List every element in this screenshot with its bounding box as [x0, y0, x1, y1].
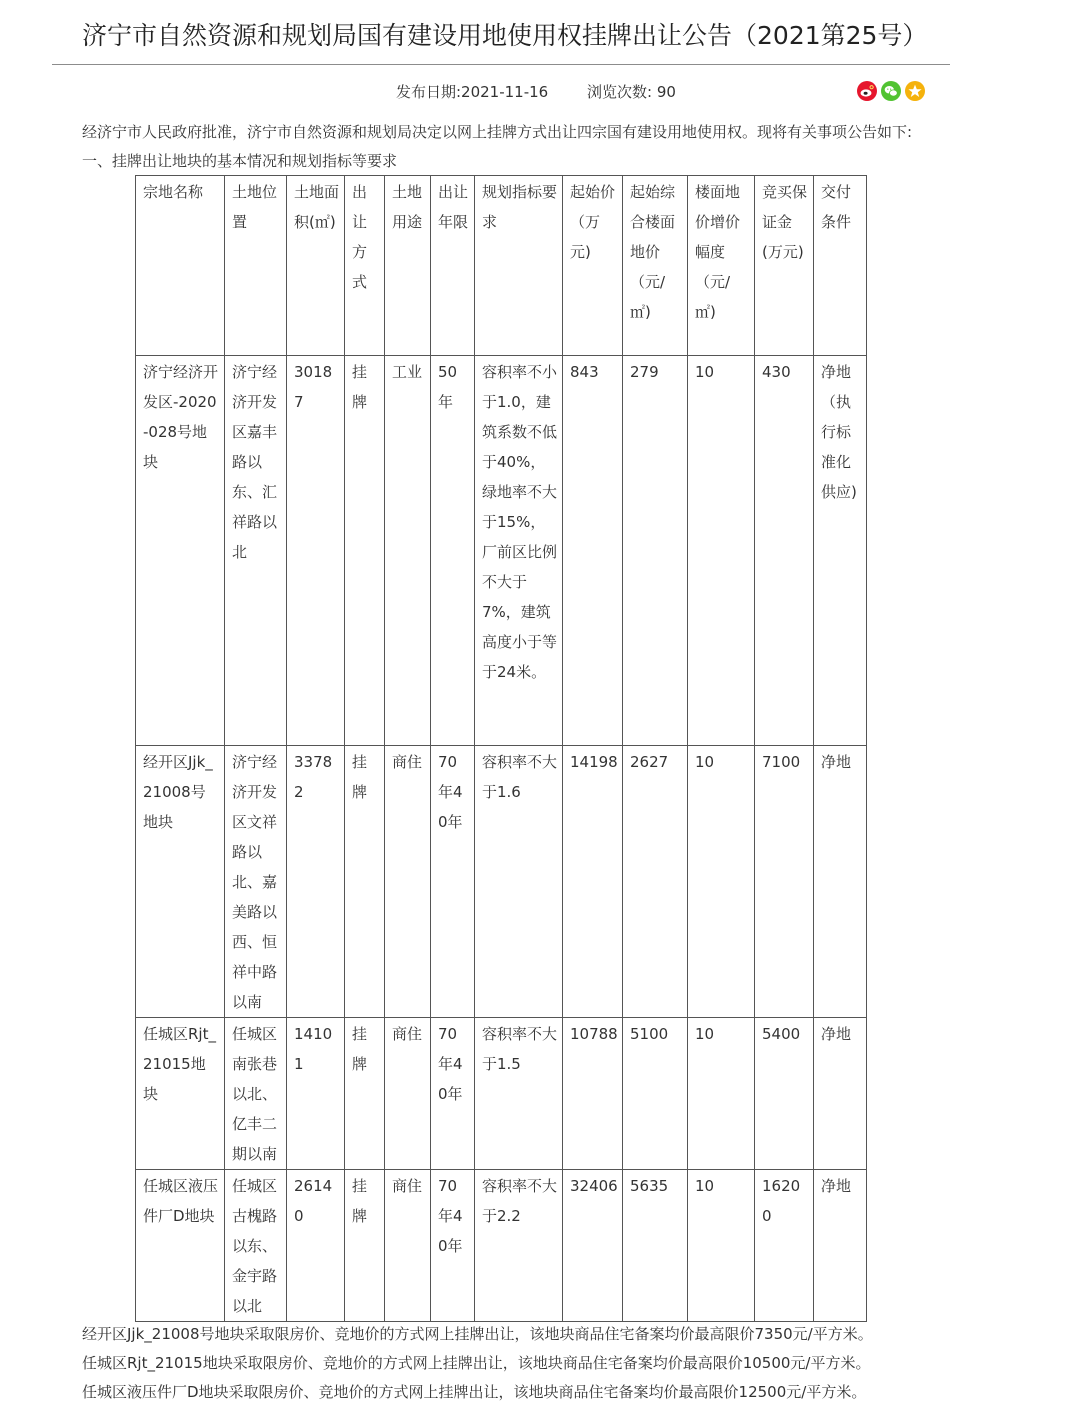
- header-cell: 起始价（万元): [563, 176, 623, 356]
- table-cell: 济宁经济开发区-2020-028号地块: [136, 356, 225, 746]
- footnote-rjt-21015: 任城区Rjt_21015地块采取限房价、竞地价的方式网上挂牌出让，该地块商品住宅备案均价最高限价10500元/平方米。: [82, 1354, 871, 1372]
- table-header-row: [136, 176, 867, 356]
- table-cell: 14101: [287, 1018, 345, 1170]
- table-cell: 济宁经济开发区嘉丰路以东、汇祥路以北: [225, 356, 287, 746]
- table-row: [136, 746, 867, 1018]
- header-cell: 出让年限: [431, 176, 475, 356]
- table-cell: 7100: [755, 746, 814, 1018]
- table-cell: 净地（执行标准化供应): [814, 356, 867, 746]
- table-cell: 5635: [623, 1170, 688, 1322]
- table-cell: 净地: [814, 1018, 867, 1170]
- table-cell: 14198: [563, 746, 623, 1018]
- header-cell: 土地位置: [225, 176, 287, 356]
- article-meta: [396, 80, 676, 104]
- title-divider: [52, 64, 950, 65]
- intro-paragraph: 经济宁市人民政府批准，济宁市自然资源和规划局决定以网上挂牌方式出让四宗国有建设用地使用权。现将有关事项公告如下:: [82, 123, 913, 141]
- table-row: [136, 356, 867, 746]
- table-row: [136, 1170, 867, 1322]
- table-cell: 16200: [755, 1170, 814, 1322]
- footnote-jjk-21008: 经开区Jjk_21008号地块采取限房价、竞地价的方式网上挂牌出让，该地块商品住宅备案均价最高限价7350元/平方米。: [82, 1325, 873, 1343]
- table-cell: 工业: [385, 356, 431, 746]
- header-cell: 起始综合楼面地价（元/㎡): [623, 176, 688, 356]
- header-cell: 竞买保证金(万元): [755, 176, 814, 356]
- table-cell: 商住: [385, 1170, 431, 1322]
- table-cell: 济宁经济开发区文祥路以北、嘉美路以西、恒祥中路以南: [225, 746, 287, 1018]
- table-cell: 容积率不小于1.0，建筑系数不低于40%，绿地率不大于15%，厂前区比例不大于7%，建筑高度小于等于24米。: [475, 356, 563, 746]
- table-cell: 任城区Rjt_21015地块: [136, 1018, 225, 1170]
- weibo-icon[interactable]: [857, 81, 877, 101]
- footnotes: [82, 1320, 1062, 1407]
- table-cell: 容积率不大于2.2: [475, 1170, 563, 1322]
- land-plot-table: [135, 175, 867, 1322]
- table-cell: 5100: [623, 1018, 688, 1170]
- table-cell: 挂牌: [345, 746, 385, 1018]
- page-title: 济宁市自然资源和规划局国有建设用地使用权挂牌出让公告（2021第25号）: [82, 21, 928, 50]
- wechat-icon[interactable]: [881, 81, 901, 101]
- header-cell: 土地用途: [385, 176, 431, 356]
- footnote-yeyajian-d: 任城区液压件厂D地块采取限房价、竞地价的方式网上挂牌出让，该地块商品住宅备案均价最高限价12500元/平方米。: [82, 1383, 867, 1401]
- header-cell: 出让方式: [345, 176, 385, 356]
- table-cell: 70年40年: [431, 746, 475, 1018]
- table-cell: 10: [688, 746, 755, 1018]
- table-cell: 430: [755, 356, 814, 746]
- table-cell: 30187: [287, 356, 345, 746]
- header-cell: 交付条件: [814, 176, 867, 356]
- table-cell: 容积率不大于1.6: [475, 746, 563, 1018]
- table-cell: 商住: [385, 1018, 431, 1170]
- table-cell: 279: [623, 356, 688, 746]
- table-cell: 50年: [431, 356, 475, 746]
- table-cell: 10: [688, 1018, 755, 1170]
- table-cell: 容积率不大于1.5: [475, 1018, 563, 1170]
- header-cell: 宗地名称: [136, 176, 225, 356]
- table-cell: 10: [688, 1170, 755, 1322]
- header-cell: 规划指标要求: [475, 176, 563, 356]
- table-cell: 任城区液压件厂D地块: [136, 1170, 225, 1322]
- table-cell: 33782: [287, 746, 345, 1018]
- table-cell: 70年40年: [431, 1170, 475, 1322]
- qzone-icon[interactable]: [905, 81, 925, 101]
- header-cell: 土地面积(㎡): [287, 176, 345, 356]
- share-bar: [857, 81, 929, 103]
- publish-date: 发布日期:2021-11-16: [396, 83, 549, 101]
- table-cell: 32406: [563, 1170, 623, 1322]
- table-cell: 70年40年: [431, 1018, 475, 1170]
- table-cell: 任城区古槐路以东、金宇路以北: [225, 1170, 287, 1322]
- table-row: [136, 1018, 867, 1170]
- section-heading: 一、挂牌出让地块的基本情况和规划指标等要求: [82, 152, 398, 170]
- table-cell: 商住: [385, 746, 431, 1018]
- table-cell: 挂牌: [345, 1170, 385, 1322]
- table-cell: 净地: [814, 1170, 867, 1322]
- table-cell: 任城区南张巷以北、亿丰二期以南: [225, 1018, 287, 1170]
- table-cell: 10: [688, 356, 755, 746]
- table-cell: 2627: [623, 746, 688, 1018]
- table-cell: 净地: [814, 746, 867, 1018]
- table-cell: 挂牌: [345, 1018, 385, 1170]
- table-cell: 5400: [755, 1018, 814, 1170]
- table-cell: 经开区Jjk_21008号地块: [136, 746, 225, 1018]
- view-count: 浏览次数: 90: [587, 83, 676, 101]
- table-cell: 26140: [287, 1170, 345, 1322]
- table-cell: 843: [563, 356, 623, 746]
- header-cell: 楼面地价增价幅度（元/㎡): [688, 176, 755, 356]
- table-cell: 10788: [563, 1018, 623, 1170]
- table-cell: 挂牌: [345, 356, 385, 746]
